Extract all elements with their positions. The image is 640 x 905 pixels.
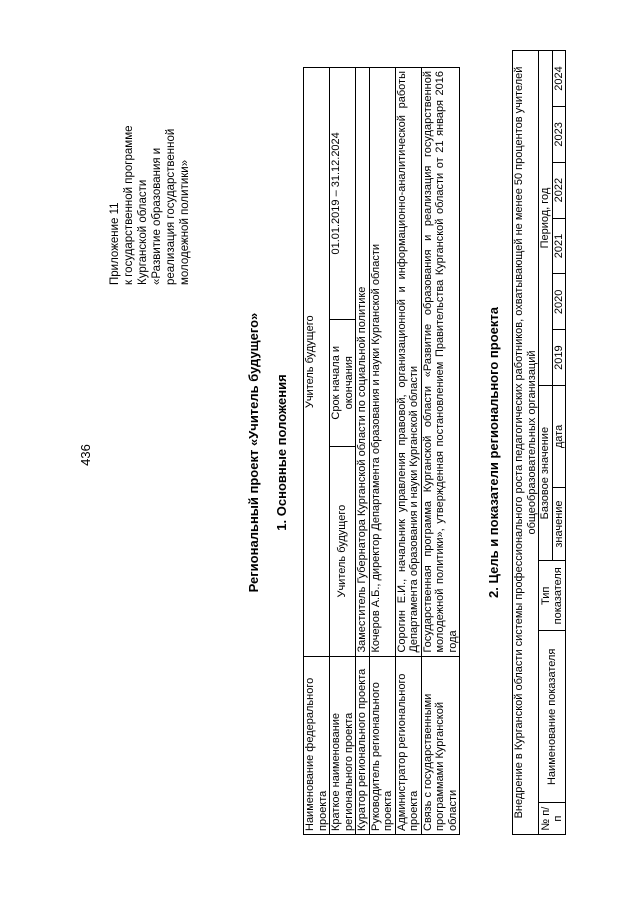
appendix-note <box>108 70 192 285</box>
federal-name-label: Наименование федерального проекта <box>304 656 330 834</box>
appendix-line: реализация государственной <box>165 128 177 285</box>
year-cell: 2022 <box>552 162 566 218</box>
short-name-label: Краткое наименование регионального проекта <box>330 656 356 834</box>
header-value: значение <box>552 487 566 560</box>
appendix-line: Приложение 11 <box>109 202 121 285</box>
year-cell: 2024 <box>552 51 566 107</box>
programs-value: Государственная программа Курганской области «Развитие образования и реализация государственной молодежной политики», утвержденная постановлением Правительства Курганской области от 21 января 2016 года <box>421 68 460 657</box>
admin-value: Сорогин Е.И., начальник управления правовой, организационной и информационно-аналитической работы Департамента образования и науки Курганской области <box>395 68 421 657</box>
project-heading: Региональный проект «Учитель будущего» <box>246 312 261 593</box>
page-number: 436 <box>78 444 93 466</box>
admin-label: Администратор регионального проекта <box>395 656 421 834</box>
header-date: дата <box>552 386 566 488</box>
term-value: 01.01.2019 – 31.12.2024 <box>330 68 356 320</box>
curator-label: Куратор регионального проекта <box>356 656 370 834</box>
header-type: Тип показателя <box>539 561 566 631</box>
appendix-line: к государственной программе <box>123 125 135 285</box>
section1-heading: 1. Основные положения <box>274 374 289 531</box>
federal-name-value: Учитель будущего <box>304 68 330 657</box>
head-label: Руководитель регионального проекта <box>369 656 395 834</box>
table-header-row <box>539 51 553 835</box>
table-row <box>421 68 460 835</box>
table-row <box>356 68 370 835</box>
table-row <box>330 68 356 835</box>
goal-text: Внедрение в Курганской области системы профессионального роста педагогических работников, охватывающей не менее 50 процентов учителей общеобразовательных организаций <box>513 51 539 835</box>
head-value: Кочеров А.Б., директор Департамента образования и науки Курганской области <box>369 68 395 657</box>
table-row <box>369 68 395 835</box>
year-cell: 2019 <box>552 330 566 386</box>
table-row <box>395 68 421 835</box>
main-provisions-table <box>303 67 460 835</box>
programs-label: Связь с государственными программами Курганской области <box>421 656 460 834</box>
appendix-line: молодежной политики» <box>179 159 191 285</box>
table-row <box>304 68 330 835</box>
appendix-line: Курганской области <box>137 179 149 285</box>
header-num: № п/п <box>539 803 566 835</box>
curator-value: Заместитель Губернатора Курганской области по социальной политике <box>356 68 370 657</box>
section2-heading: 2. Цель и показатели регионального проекта <box>486 307 501 598</box>
header-period: Период, год <box>539 51 553 386</box>
goal-indicators-table <box>512 50 566 835</box>
header-base-value: Базовое значение <box>539 386 553 561</box>
year-cell: 2020 <box>552 274 566 330</box>
short-name-value: Учитель будущего <box>330 446 356 656</box>
year-cell: 2021 <box>552 218 566 274</box>
appendix-line: «Развитие образования и <box>151 147 163 285</box>
year-cell: 2023 <box>552 106 566 162</box>
term-label: Срок начала и окончания <box>330 319 356 446</box>
table-row <box>513 51 539 835</box>
header-indicator-name: Наименование показателя <box>539 631 566 803</box>
